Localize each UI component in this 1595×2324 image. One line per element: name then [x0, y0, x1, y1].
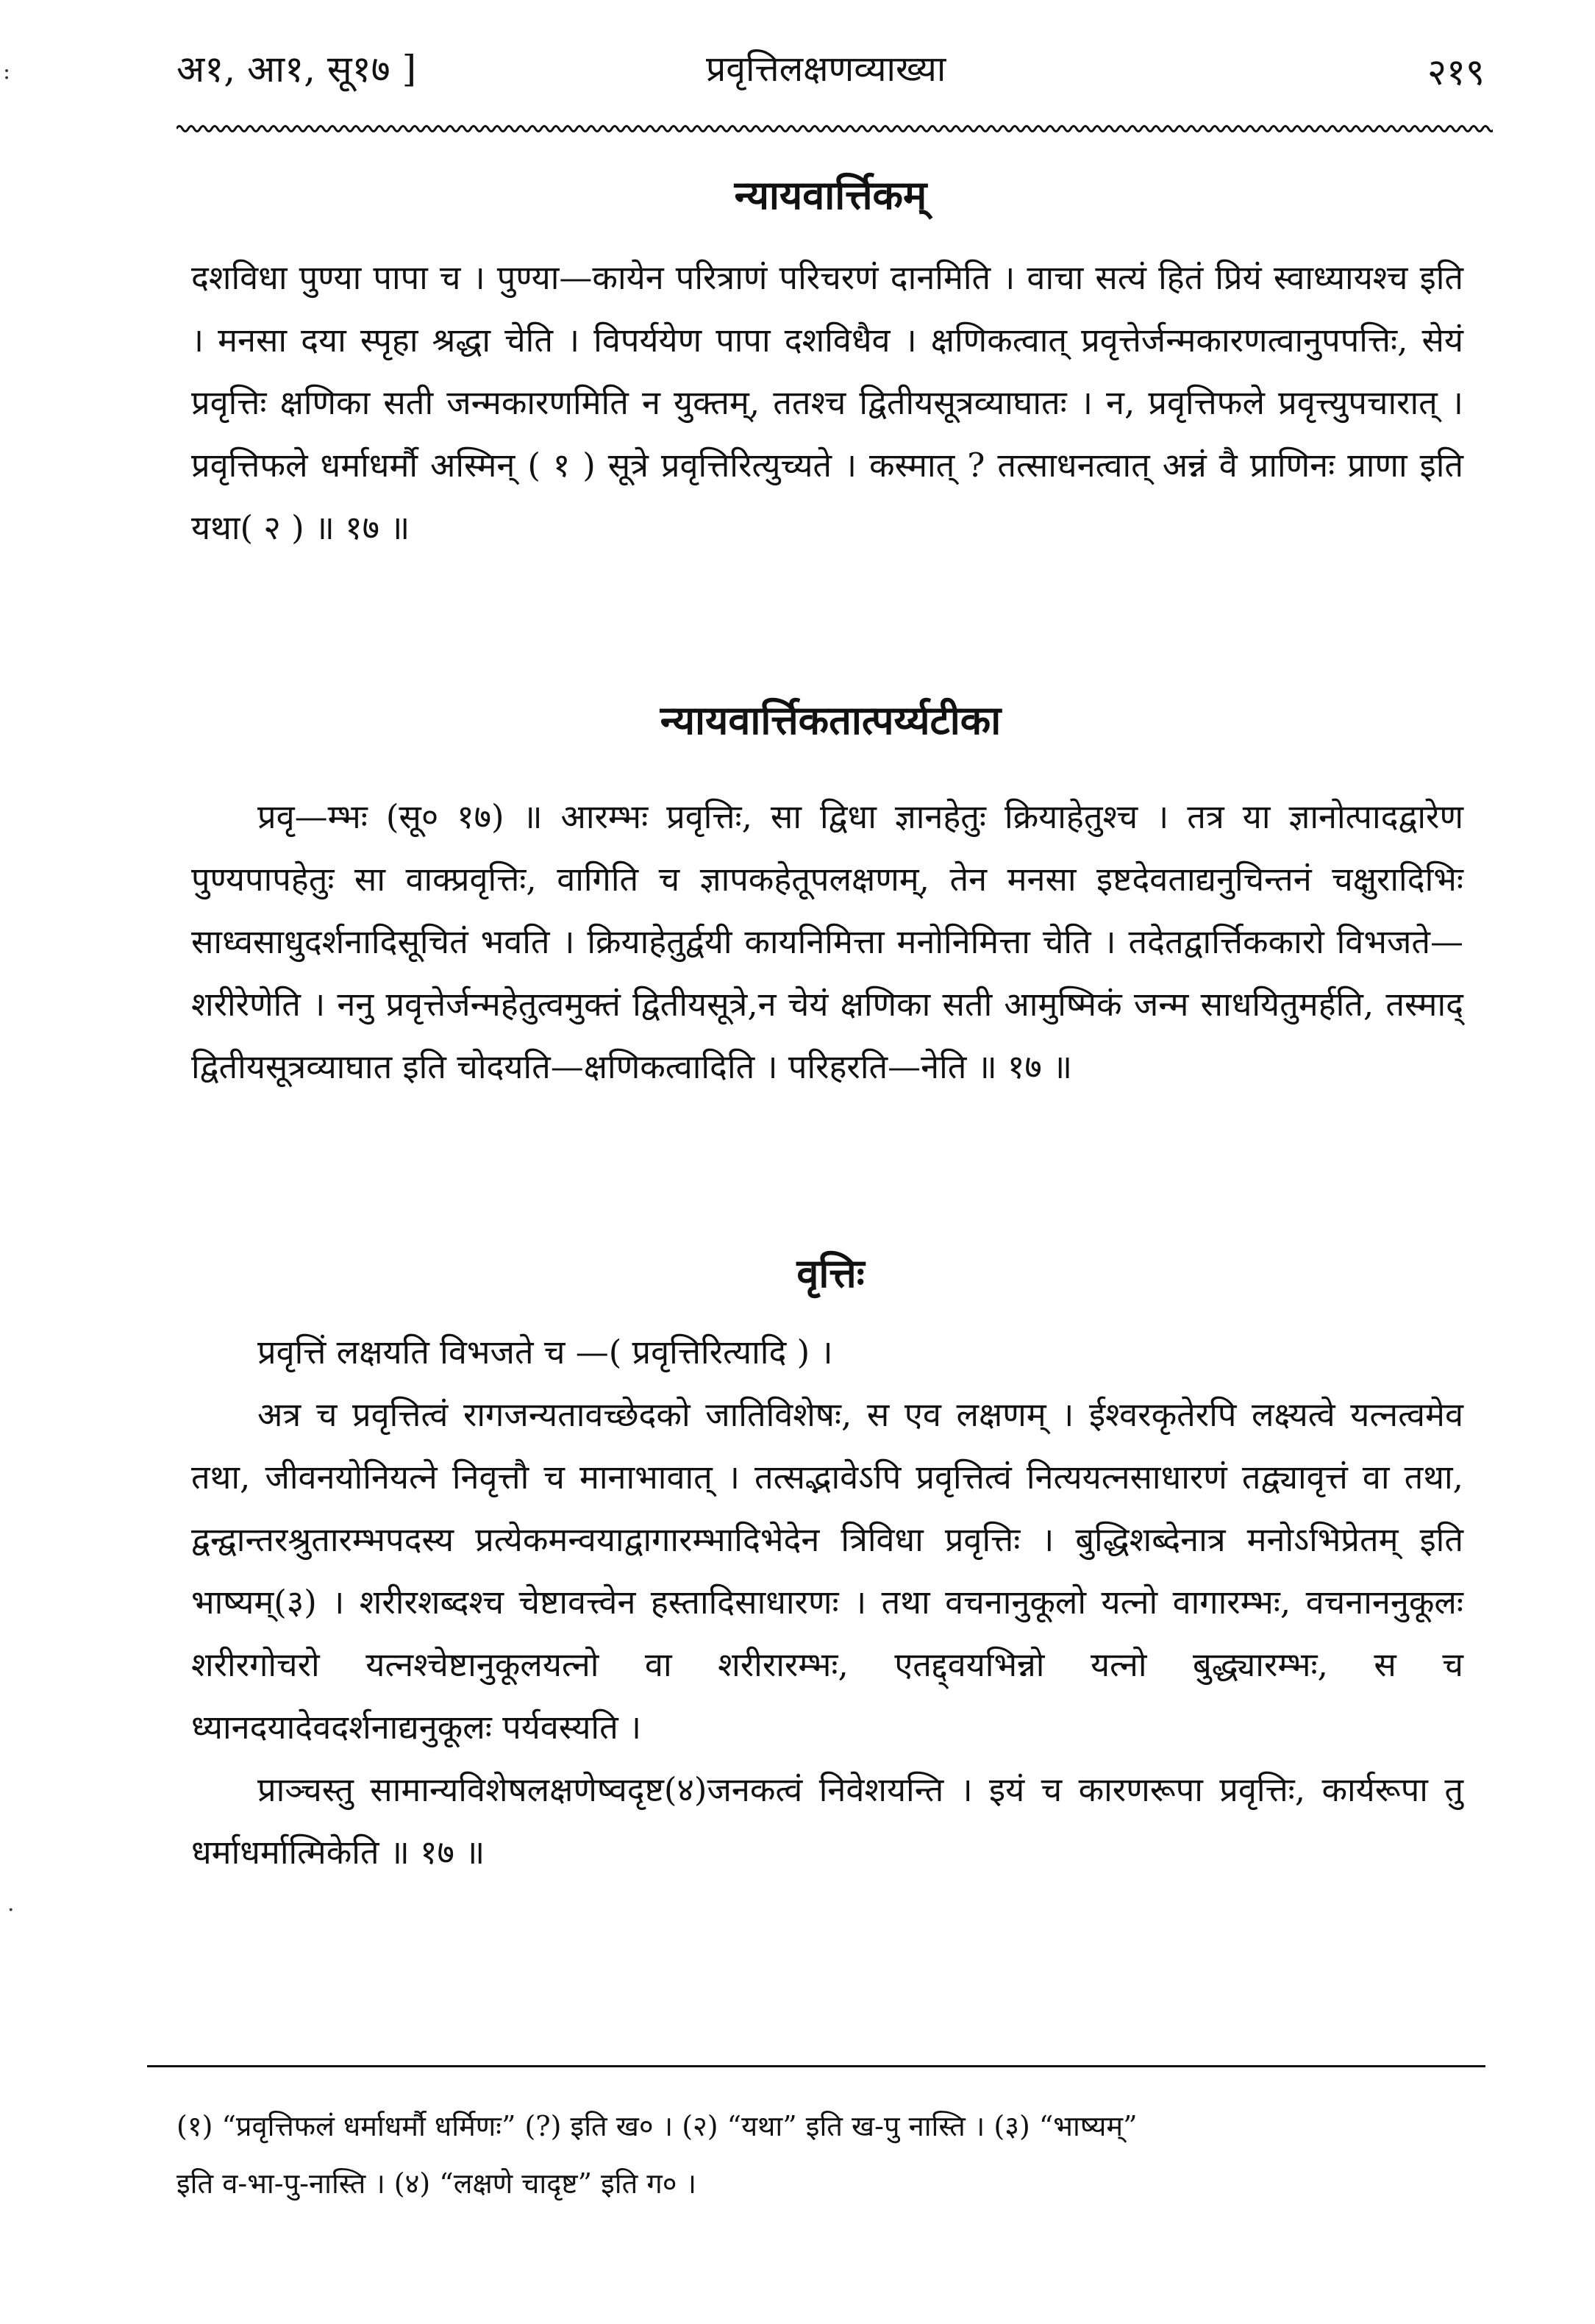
paragraph: प्रवृ—म्भः (सू० १७) ॥ आरम्भः प्रवृत्तिः, सा द्विधा ज्ञानहेतुः क्रियाहेतुश्च । तत्र या ज्ञानोत्पादद्वारेण पुण्यपापहेतुः सा वाक्प्रवृत्तिः, वागिति च ज्ञापकहेतूपलक्षणम्, तेन मनसा इष्टदेवताद्यनुचिन्तनं चक्षुरादिभिः साध्वसाधुदर्शनादिसूचितं भवति । क्रियाहेतुर्द्वयी कायनिमित्ता मनोनिमित्ता चेति । तदेतद्वार्त्तिककारो विभजते—शरीरेणेति । ननु प्रवृत्तेर्जन्महेतुत्वमुक्तं द्वितीयसूत्रे,न चेयं क्षणिका सती आमुष्मिकं जन्म साधयितुमर्हति, तस्माद् द्वितीयसूत्रव्याघात इति चोदयति—क्षणिकत्वादिति । परिहरति—नेति ॥ १७ ॥ — [191, 797, 1463, 1086]
chapter-reference: अ१, आ१, सू१७ ] — [176, 48, 417, 90]
paragraph: प्रवृत्तिं लक्षयति विभजते च —( प्रवृत्तिरित्यादि ) । — [257, 1333, 833, 1372]
footnote-separator — [147, 2065, 1485, 2067]
running-header — [176, 43, 1485, 109]
margin-mark: · — [7, 1897, 15, 1923]
section-body-nyayavarttikam — [191, 246, 1463, 559]
section-heading-vrittih: वृत्तिः — [796, 1250, 865, 1297]
footnote-line: इति व-भा-पु-नास्ति । (४) “लक्षणे चादृष्ट” इति ग० । — [176, 2167, 697, 2200]
header-wavy-rule — [176, 122, 1493, 135]
section-heading-nyayavarttikam: न्यायवार्त्तिकम् — [734, 171, 927, 218]
section-heading-tatparyatika: न्यायवार्त्तिकतात्पर्य्यटीका — [660, 696, 1002, 744]
paragraph: दशविधा पुण्या पापा च । पुण्या—कायेन परित्राणं परिचरणं दानमिति । वाचा सत्यं हितं प्रियं स्वाध्यायश्च इति । मनसा दया स्पृहा श्रद्धा चेति । विपर्ययेण पापा दशविधैव । क्षणिकत्वात् प्रवृत्तेर्जन्मकारणत्वानुपपत्तिः, सेयं प्रवृत्तिः क्षणिका सती जन्मकारणमिति न युक्तम्, ततश्च द्वितीयसूत्रव्याघातः । न, प्रवृत्तिफले प्रवृत्त्युपचारात् । प्रवृत्तिफले धर्माधर्मौ अस्मिन् ( १ ) सूत्रे प्रवृत्तिरित्युच्यते । कस्मात् ? तत्साधनत्वात् अन्नं वै प्राणिनः प्राणा इति यथा( २ ) ॥ १७ ॥ — [191, 258, 1463, 547]
section-body-tatparyatika — [191, 785, 1463, 1098]
running-title: प्रवृत्तिलक्षणव्याख्या — [706, 49, 946, 90]
footnote-line: (१) “प्रवृत्तिफलं धर्माधर्मौ धर्मिणः” (?) इति ख० । (२) “यथा” इति ख-पु नास्ति । (३) “भाष्यम्” — [176, 2110, 1138, 2142]
margin-mark: : — [3, 59, 11, 85]
paragraph: अत्र च प्रवृत्तित्वं रागजन्यतावच्छेदको जातिविशेषः, स एव लक्षणम् । ईश्वरकृतेरपि लक्ष्यत्वे यत्नत्वमेव तथा, जीवनयोनियत्ने निवृत्तौ च मानाभावात् । तत्सद्भावेऽपि प्रवृत्तित्वं नित्ययत्नसाधारणं तद्व्यावृत्तं वा तथा, द्वन्द्वान्तरश्रुतारम्भपदस्य प्रत्येकमन्वयाद्वागारम्भादिभेदेन त्रिविधा प्रवृत्तिः । बुद्धिशब्देनात्र मनोऽभिप्रेतम् इति भाष्यम्(३) । शरीरशब्दश्च चेष्टावत्त्वेन हस्तादिसाधारणः । तथा वचनानुकूलो यत्नो वागारम्भः, वचनाननुकूलः शरीरगोचरो यत्नश्चेष्टानुकूलयत्नो वा शरीरारम्भः, एतद्द्वयभिन्नो यत्नो बुद्ध्यारम्भः, स च ध्यानदयादेवदर्शनाद्यनुकूलः पर्यवस्यति । — [191, 1395, 1463, 1747]
footnotes — [176, 2097, 1463, 2212]
page-number: २१९ — [1427, 51, 1485, 93]
section-body-vrittih — [191, 1321, 1463, 1883]
paragraph: प्राञ्चस्तु सामान्यविशेषलक्षणेष्वदृष्ट(४)जनकत्वं निवेशयन्ति । इयं च कारणरूपा प्रवृत्तिः, कार्यरूपा तु धर्माधर्मात्मिकेति ॥ १७ ॥ — [191, 1770, 1463, 1872]
